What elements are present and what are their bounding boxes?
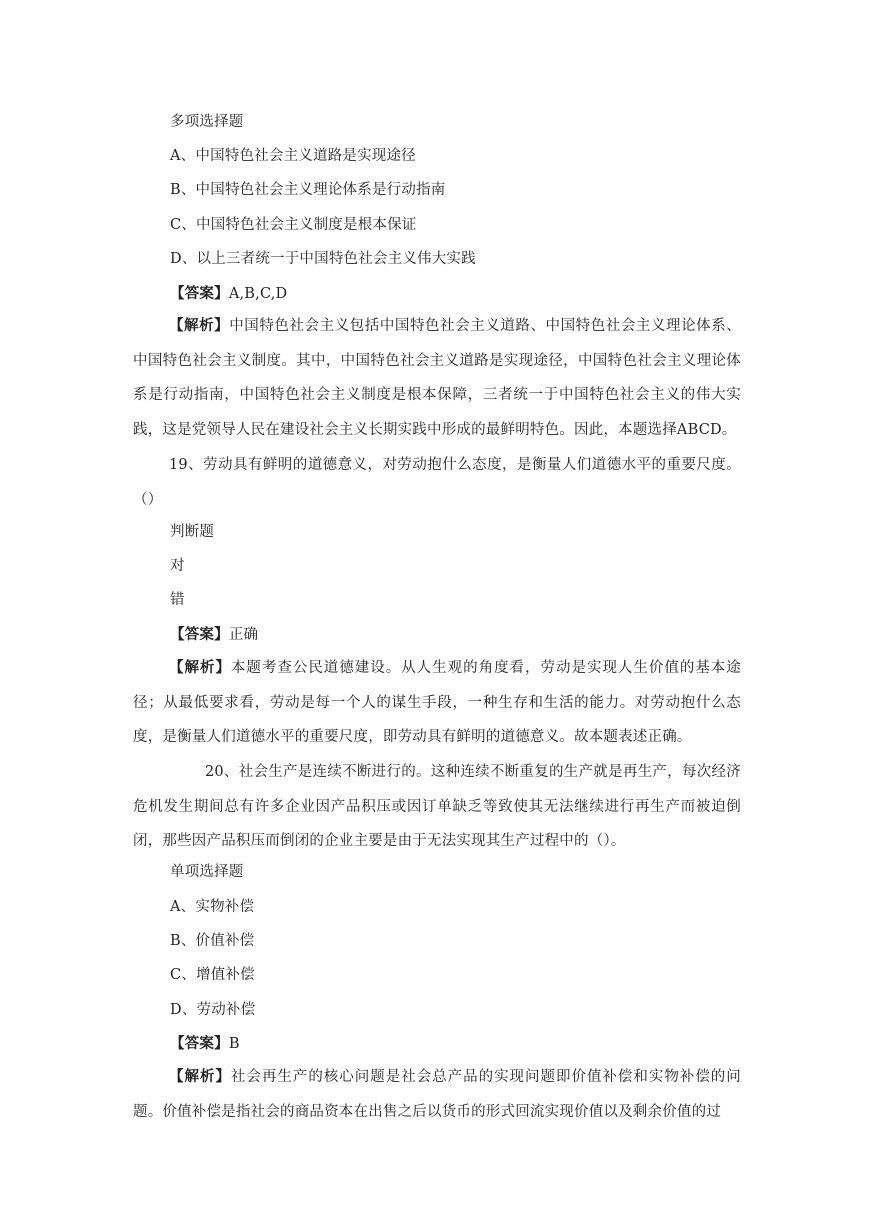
- q19-option-false: 错: [170, 592, 185, 608]
- q19-analysis-text: 本题考查公民道德建设。从人生观的角度看，劳动是实现人生价值的基本途径；从最低要求看，劳动是每一个人的谋生手段，一种生存和生活的能力。对劳动抱什么态度，是衡量人们道德水平的重要尺度，即劳动具有鲜明的道德意义。故本题表述正确。: [133, 660, 741, 746]
- q19-answer-value: 正确: [228, 627, 259, 643]
- q20-type: 单项选择题: [170, 864, 244, 880]
- q20-option-a: A、实物补偿: [170, 899, 255, 915]
- q19-analysis: [133, 651, 741, 755]
- q18-option-b: B、中国特色社会主义理论体系是行动指南: [170, 182, 446, 198]
- q20-option-d: D、劳动补偿: [170, 1002, 256, 1018]
- q19-option-true: 对: [170, 558, 185, 574]
- q19-answer-label: 【答案】: [170, 626, 229, 643]
- q20-answer-label: 【答案】: [170, 1035, 229, 1052]
- q20-answer: [170, 1034, 780, 1054]
- q18-type: 多项选择题: [170, 114, 244, 130]
- q20-option-b: B、价值补偿: [170, 933, 255, 949]
- q20-answer-value: B: [228, 1036, 240, 1052]
- q18-analysis-text: 中国特色社会主义包括中国特色社会主义道路、中国特色社会主义理论体系、中国特色社会主义制度。其中，中国特色社会主义道路是实现途径，中国特色社会主义理论体系是行动指南，中国特色社会主义制度是根本保障，三者统一于中国特色社会主义的伟大实践，这是党领导人民在建设社会主义长期实践中形成的最鲜明特色。因此，本题选择ABCD。: [133, 318, 741, 438]
- q18-option-a: A、中国特色社会主义道路是实现途径: [170, 148, 416, 164]
- q19-analysis-label: 【解析】: [169, 659, 231, 676]
- q20-analysis-text: 社会再生产的核心问题是社会总产品的实现问题即价值补偿和实物补偿的问题。价值补偿是指社会的商品资本在出售之后以货币的形式回流实现价值以及剩余价值的过: [133, 1069, 741, 1120]
- q20-option-c: C、增值补偿: [170, 967, 255, 983]
- q18-answer-label: 【答案】: [170, 285, 229, 302]
- q18-option-d: D、以上三者统一于中国特色社会主义伟大实践: [170, 251, 476, 267]
- q20-analysis-label: 【解析】: [169, 1068, 231, 1085]
- q19-type: 判断题: [170, 524, 215, 540]
- q18-answer-value: A,B,C,D: [228, 286, 288, 302]
- q18-analysis-label: 【解析】: [169, 317, 230, 334]
- q19-answer: [170, 625, 780, 645]
- q18-answer: [170, 284, 780, 304]
- q20-stem: 20、社会生产是连续不断进行的。这种连续不断重复的生产就是再生产，每次经济危机发生期间总有许多企业因产品积压或因订单缺乏等致使其无法继续进行再生产而被迫倒闭，那些因产品积压而倒闭的企业主要是由于无法实现其生产过程中的（）。: [133, 764, 741, 850]
- q18-analysis: [133, 309, 741, 447]
- q20-analysis: [133, 1060, 741, 1129]
- q18-option-c: C、中国特色社会主义制度是根本保证: [170, 217, 417, 233]
- q19-stem: 19、劳动具有鲜明的道德意义，对劳动抱什么态度，是衡量人们道德水平的重要尺度。（）: [133, 457, 741, 508]
